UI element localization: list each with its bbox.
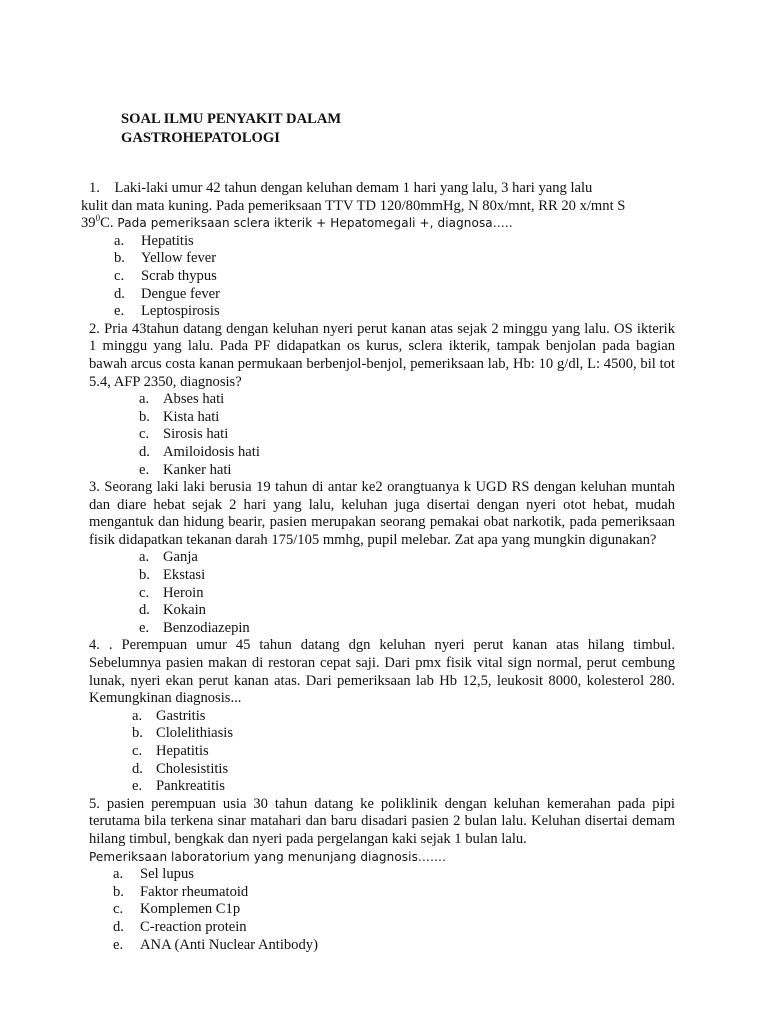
option-letter: d. xyxy=(139,602,150,619)
option-item[interactable] xyxy=(89,708,675,726)
question-3 xyxy=(89,479,675,637)
question-list xyxy=(81,180,675,954)
option-letter: d. xyxy=(114,285,125,302)
option-letter: a. xyxy=(113,866,124,883)
option-letter: c. xyxy=(139,584,150,601)
option-item[interactable] xyxy=(89,549,675,567)
question-4-options xyxy=(89,708,675,796)
option-letter: a. xyxy=(139,549,150,566)
option-item[interactable] xyxy=(89,462,675,480)
option-text: Abses hati xyxy=(163,391,225,408)
option-letter: d. xyxy=(139,443,150,460)
option-item[interactable] xyxy=(89,743,675,761)
option-text: Ganja xyxy=(163,549,198,566)
question-3-options xyxy=(89,549,675,637)
option-text: Benzodiazepin xyxy=(163,619,250,636)
option-item[interactable] xyxy=(89,585,675,603)
question-1-options xyxy=(90,233,675,321)
title-line-1: SOAL ILMU PENYAKIT DALAM xyxy=(121,111,342,127)
question-4 xyxy=(89,637,675,795)
option-letter: a. xyxy=(139,391,150,408)
question-4-text: 4. . Perempuan umur 45 tahun datang dgn keluhan nyeri perut kanan atas hilang timbul. Sebelumnya pasien makan di restoran cepat saji. Dari pmx fisik vital sign normal, perut cembung lunak, nyeri ekan perut kanan atas. Dari pemeriksaan lab Hb 12,5, leukosit 8000, kolesterol 280. Kemungkinan diagnosis... xyxy=(89,637,675,707)
option-text: Yellow fever xyxy=(141,250,217,267)
option-item[interactable] xyxy=(90,233,675,251)
question-1-line2: kulit dan mata kuning. Pada pemeriksaan TTV TD 120/80mmHg, N 80x/mnt, RR 20 x/mnt S xyxy=(81,197,626,214)
option-letter: c. xyxy=(114,267,125,284)
option-letter: e. xyxy=(132,778,143,795)
option-letter: a. xyxy=(114,232,125,249)
option-text: Cholesistitis xyxy=(156,760,229,777)
option-item[interactable] xyxy=(89,866,675,884)
option-text: Amiloidosis hati xyxy=(163,443,260,460)
option-item[interactable] xyxy=(90,250,675,268)
option-item[interactable] xyxy=(89,725,675,743)
option-letter: b. xyxy=(139,408,150,425)
option-item[interactable] xyxy=(90,303,675,321)
option-text: Leptospirosis xyxy=(141,303,220,320)
option-letter: c. xyxy=(139,426,150,443)
option-text: Heroin xyxy=(163,584,204,601)
option-item[interactable] xyxy=(89,620,675,638)
question-5-text: 5. pasien perempuan usia 30 tahun datang ke poliklinik dengan keluhan kemerahan pada pipi terutama bila terkena sinar matahari dan baru disadari pasien 2 bulan lalu. Keluhan disertai demam hilang timbul, bengkak dan nyeri pada pergelangan kaki sejak 1 bulan lalu. xyxy=(89,795,675,847)
option-item[interactable] xyxy=(89,919,675,937)
question-5-options xyxy=(89,866,675,954)
option-text: ANA (Anti Nuclear Antibody) xyxy=(140,936,318,953)
option-letter: d. xyxy=(132,760,143,777)
option-letter: b. xyxy=(132,725,143,742)
option-item[interactable] xyxy=(89,602,675,620)
temperature-unit: C. xyxy=(100,215,114,232)
option-item[interactable] xyxy=(89,937,675,955)
question-1-line3 xyxy=(81,215,675,233)
option-text: Dengue fever xyxy=(141,285,221,302)
option-letter: c. xyxy=(113,901,124,918)
option-letter: e. xyxy=(139,461,150,478)
option-item[interactable] xyxy=(89,444,675,462)
option-text: Kokain xyxy=(163,602,206,619)
option-item[interactable] xyxy=(89,409,675,427)
option-item[interactable] xyxy=(89,884,675,902)
option-text: Pankreatitis xyxy=(156,778,225,795)
option-item[interactable] xyxy=(89,567,675,585)
temperature-value: 39 xyxy=(81,215,96,232)
option-text: Kista hati xyxy=(163,408,220,425)
question-1-lead: 1. Laki-laki umur 42 tahun dengan keluhan demam 1 hari yang lalu, 3 hari yang lalu xyxy=(89,180,593,196)
title-line-2: GASTROHEPATOLOGI xyxy=(121,130,280,146)
option-text: Sirosis hati xyxy=(163,426,229,443)
option-text: Gastritis xyxy=(156,707,206,724)
option-letter: b. xyxy=(114,250,125,267)
question-5 xyxy=(89,796,675,954)
question-5-tail: Pemeriksaan laboratorium yang menunjang diagnosis……. xyxy=(89,849,447,864)
question-2 xyxy=(89,321,675,479)
option-letter: a. xyxy=(132,707,143,724)
option-item[interactable] xyxy=(89,426,675,444)
option-item[interactable] xyxy=(89,391,675,409)
option-text: Kanker hati xyxy=(163,461,232,478)
option-item[interactable] xyxy=(89,761,675,779)
option-letter: d. xyxy=(113,918,124,935)
question-2-text: 2. Pria 43tahun datang dengan keluhan nyeri perut kanan atas sejak 2 minggu yang lalu. OS ikterik 1 minggu yang lalu. Pada PF didapatkan os kurus, sclera ikterik, tampak benjolan pada bagian bawah arcus costa kanan permukaan berbenjol-benjol, pemeriksaan lab, Hb: 10 g/dl, L: 4500, bil tot 5.4, AFP 2350, diagnosis? xyxy=(89,320,675,390)
option-letter: b. xyxy=(139,567,150,584)
option-text: C-reaction protein xyxy=(140,918,247,935)
option-item[interactable] xyxy=(89,901,675,919)
option-text: Faktor rheumatoid xyxy=(140,883,249,900)
option-text: Hepatitis xyxy=(141,232,194,249)
question-1-tail: Pada pemeriksaan sclera ikterik + Hepatomegali +, diagnosa….. xyxy=(113,216,513,231)
option-letter: c. xyxy=(132,743,143,759)
option-letter: b. xyxy=(113,883,124,900)
question-1 xyxy=(81,180,675,321)
option-text: Hepatitis xyxy=(156,743,209,759)
option-text: Scrab thypus xyxy=(141,267,217,284)
degree-superscript: 0 xyxy=(95,213,101,224)
question-2-options xyxy=(89,391,675,479)
question-3-text: 3. Seorang laki laki berusia 19 tahun di antar ke2 orangtuanya k UGD RS dengan keluhan muntah dan diare hebat sejak 2 hari yang lalu, keluhan juga disertai dengan nyeri otot hebat, mudah mengantuk dan hidung bearir, pasien merupakan seorang pemakai obat narkotik, pada pemeriksaan fisik didapatkan tekanan darah 175/105 mmhg, pupil melebar. Zat apa yang mungkin digunakan? xyxy=(89,479,675,548)
option-letter: e. xyxy=(114,303,125,320)
option-text: Ekstasi xyxy=(163,567,206,584)
option-item[interactable] xyxy=(90,268,675,286)
option-text: Komplemen C1p xyxy=(140,901,241,918)
option-item[interactable] xyxy=(90,286,675,304)
option-text: Sel lupus xyxy=(140,866,194,883)
document-title xyxy=(121,110,341,148)
option-letter: e. xyxy=(139,619,150,636)
option-text: Clolelithiasis xyxy=(156,725,234,742)
option-letter: e. xyxy=(113,936,124,953)
option-item[interactable] xyxy=(89,778,675,796)
